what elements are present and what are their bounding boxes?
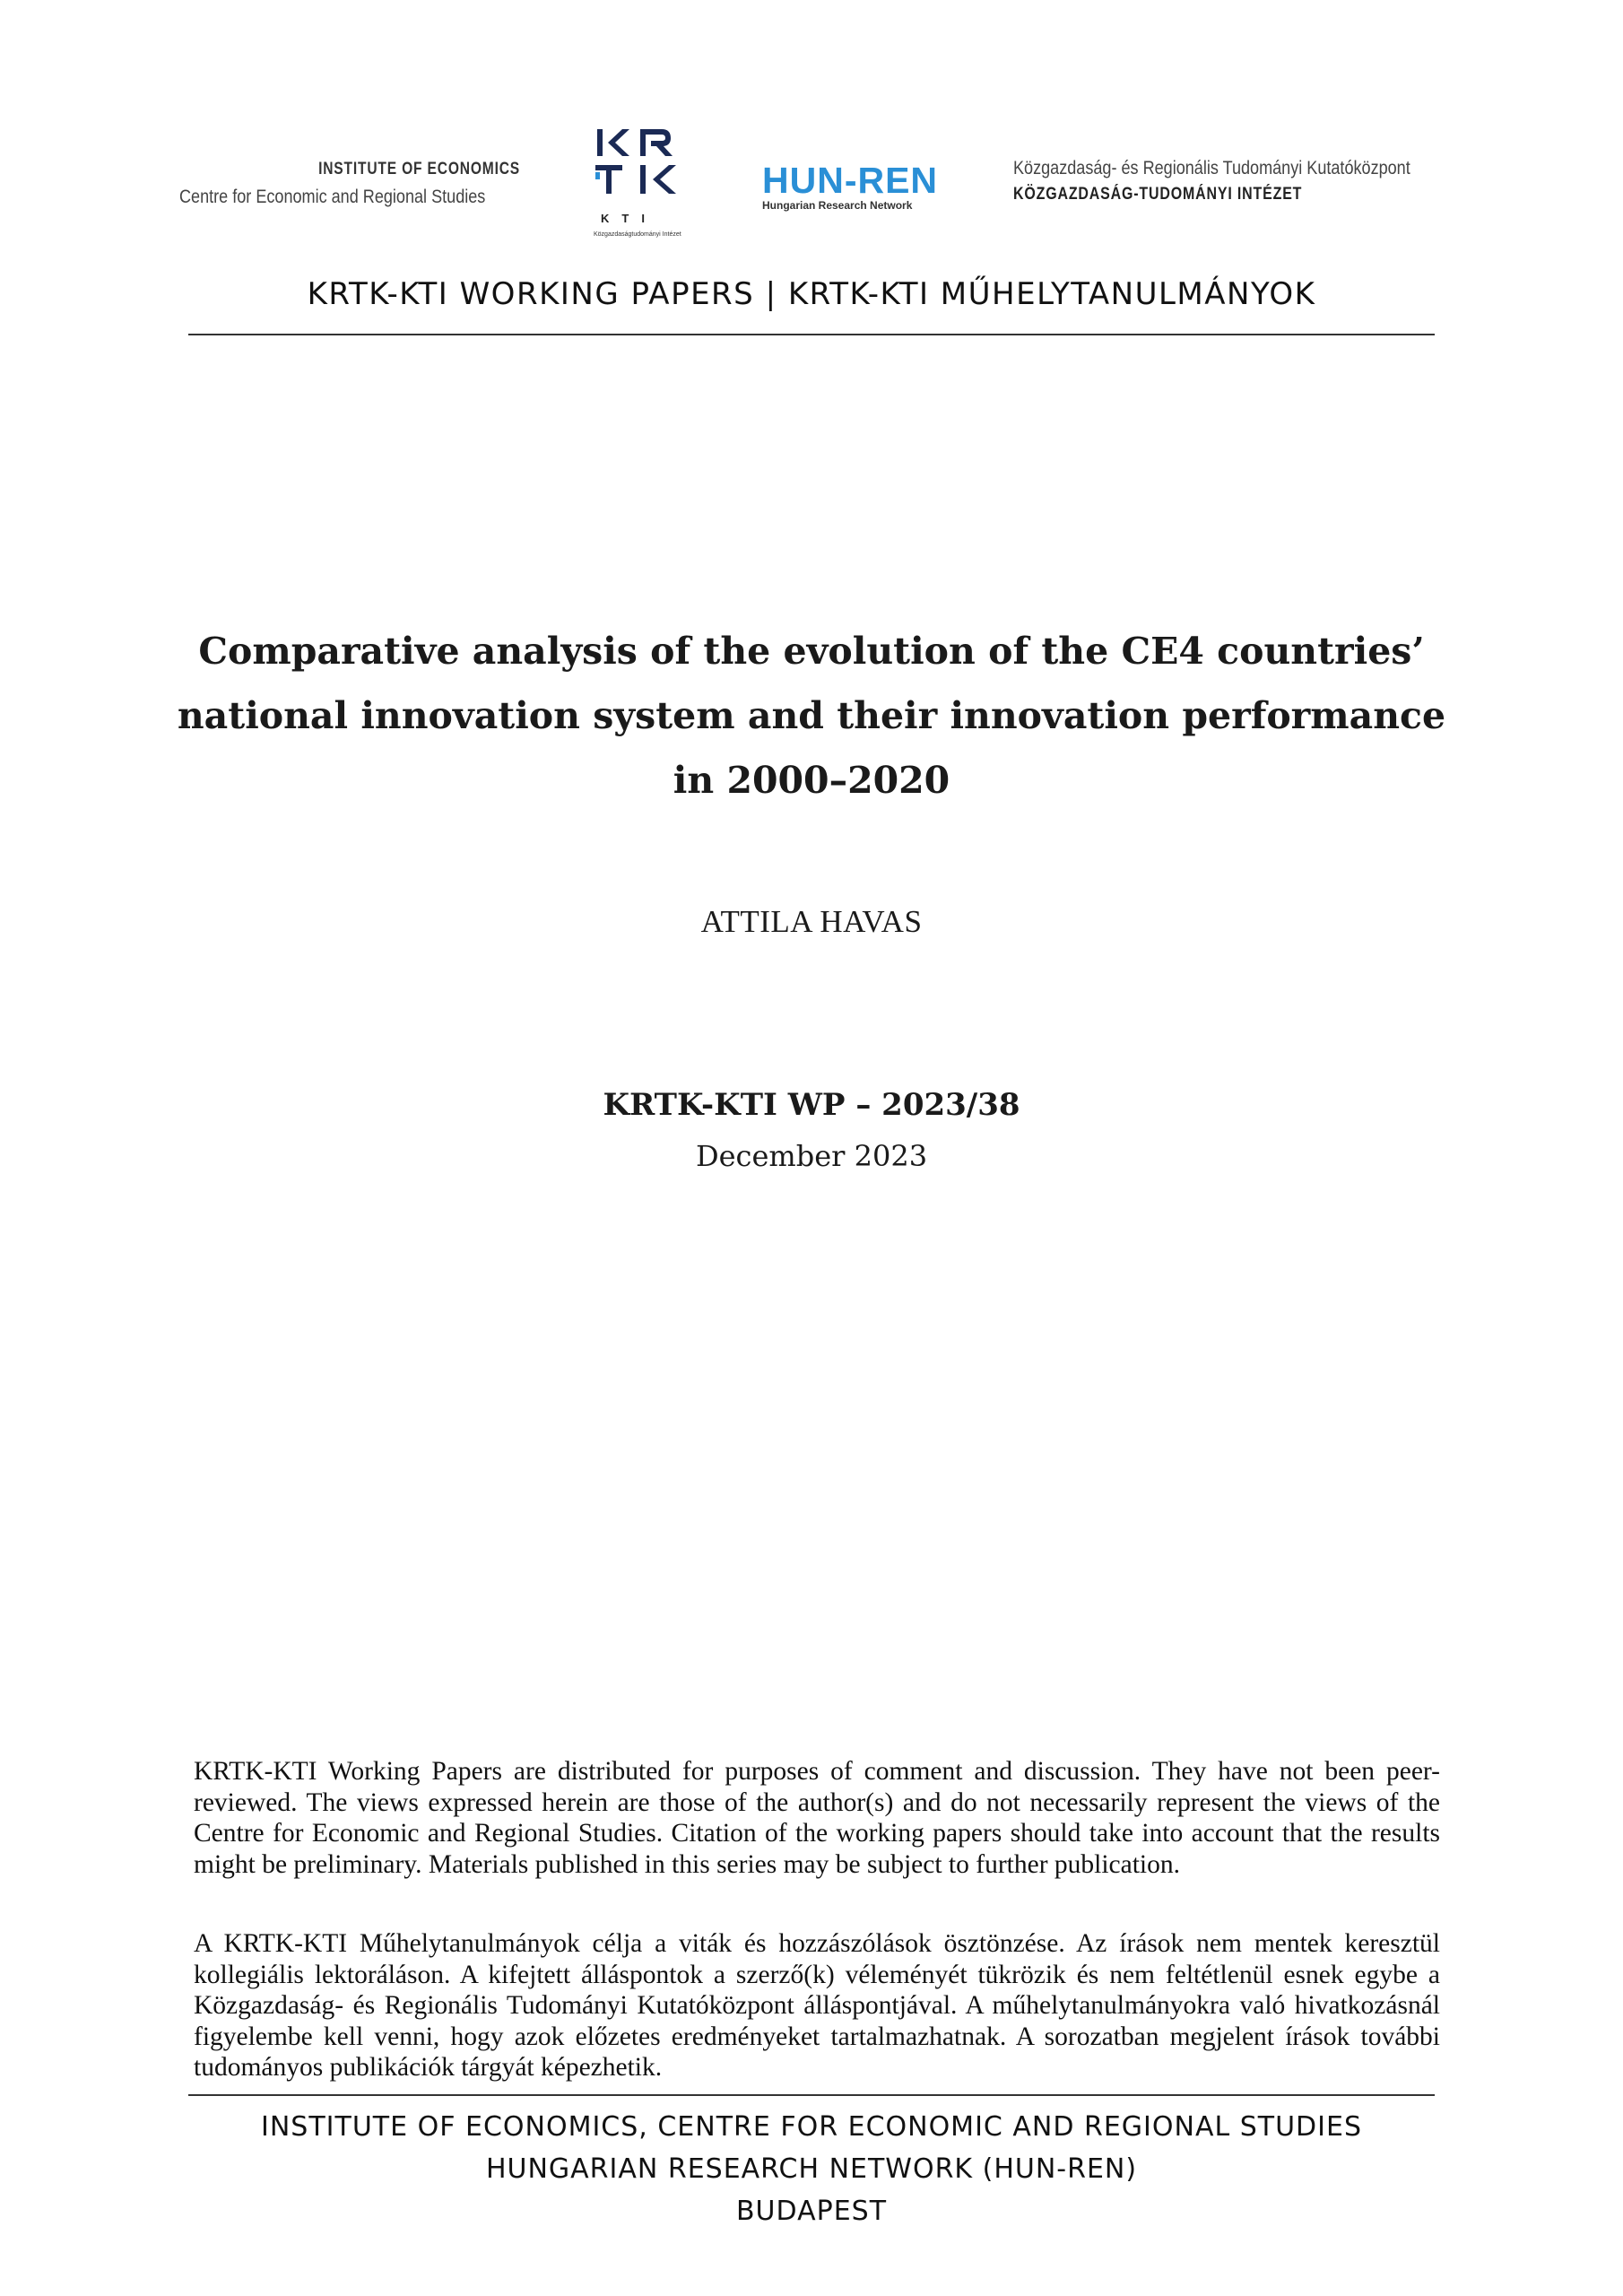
- paper-number: KRTK-KTI WP – 2023/38: [603, 1087, 1020, 1123]
- kti-logo-line1: Közgazdaság- és Regionális Tudományi Kutatóközpont: [1013, 158, 1410, 178]
- ie-logo-line1: INSTITUTE OF ECONOMICS: [318, 160, 520, 178]
- title-line-2: national innovation system and their innovation performance: [177, 694, 1446, 737]
- author-name: ATTILA HAVAS: [700, 904, 923, 939]
- kti-logo-line2: KÖZGAZDASÁG-TUDOMÁNYI INTÉZET: [1013, 185, 1303, 204]
- krtk-kti-text-logo: [1013, 158, 1462, 204]
- krtk-logo-letters: KTI: [601, 212, 657, 225]
- footer-line-2: HUNGARIAN RESEARCH NETWORK (HUN-REN): [485, 2153, 1138, 2185]
- logo-header: [0, 117, 1623, 251]
- disclaimer-hungarian: A KRTK-KTI Műhelytanulmányok célja a viták és hozzászólások ösztönzése. Az írások nem mentek keresztül kollegiális lektoráláson. A kifejtett álláspontok a szerző(k) véleményét tükrözik és nem feltétlenül esnek egybe a Közgazdaság- és Regionális Tudományi Kutatóközpont álláspontjával. A műhelytanulmányokra való hivatkozásnál figyelembe kell venni, hogy azok előzetes eredményeket tartalmazhatnak. A sorozatban megjelent írások további tudományos publikációk tárgyát képezhetik.: [194, 1929, 1440, 2082]
- ie-logo-line2: Centre for Economic and Regional Studies: [179, 187, 486, 207]
- footer-divider: [188, 2094, 1435, 2096]
- krtk-kti-logo: [592, 126, 681, 251]
- institute-of-economics-logo: [179, 160, 520, 208]
- series-header: KRTK-KTI WORKING PAPERS | KRTK-KTI MŰHELYTANULMÁNYOK: [307, 276, 1316, 312]
- krtk-logo-mark: [592, 126, 681, 212]
- disclaimer-english: KRTK-KTI Working Papers are distributed for purposes of comment and discussion. They have not been peer-reviewed. The views expressed herein are those of the author(s) and do not necessarily represent the views of the Centre for Economic and Regional Studies. Citation of the working papers should take into account that the results might be preliminary. Materials published in this series may be subject to further publication.: [194, 1757, 1440, 1879]
- footer-line-1: INSTITUTE OF ECONOMICS, CENTRE FOR ECONOMIC AND REGIONAL STUDIES: [260, 2111, 1362, 2143]
- krtk-logo-small-text: Közgazdaságtudományi Intézet: [594, 231, 681, 238]
- footer-line-3: BUDAPEST: [735, 2196, 888, 2227]
- publication-date: December 2023: [695, 1139, 928, 1173]
- hun-ren-logo-name: HUN-REN: [762, 160, 939, 201]
- hun-ren-logo: [762, 161, 959, 212]
- hun-ren-logo-subtitle: Hungarian Research Network: [762, 199, 913, 212]
- paper-title: [143, 619, 1480, 813]
- title-line-1: Comparative analysis of the evolution of the CE4 countries’: [198, 630, 1425, 673]
- title-line-3: in 2000–2020: [673, 759, 950, 802]
- header-divider: [188, 334, 1435, 335]
- footer: [188, 2106, 1435, 2232]
